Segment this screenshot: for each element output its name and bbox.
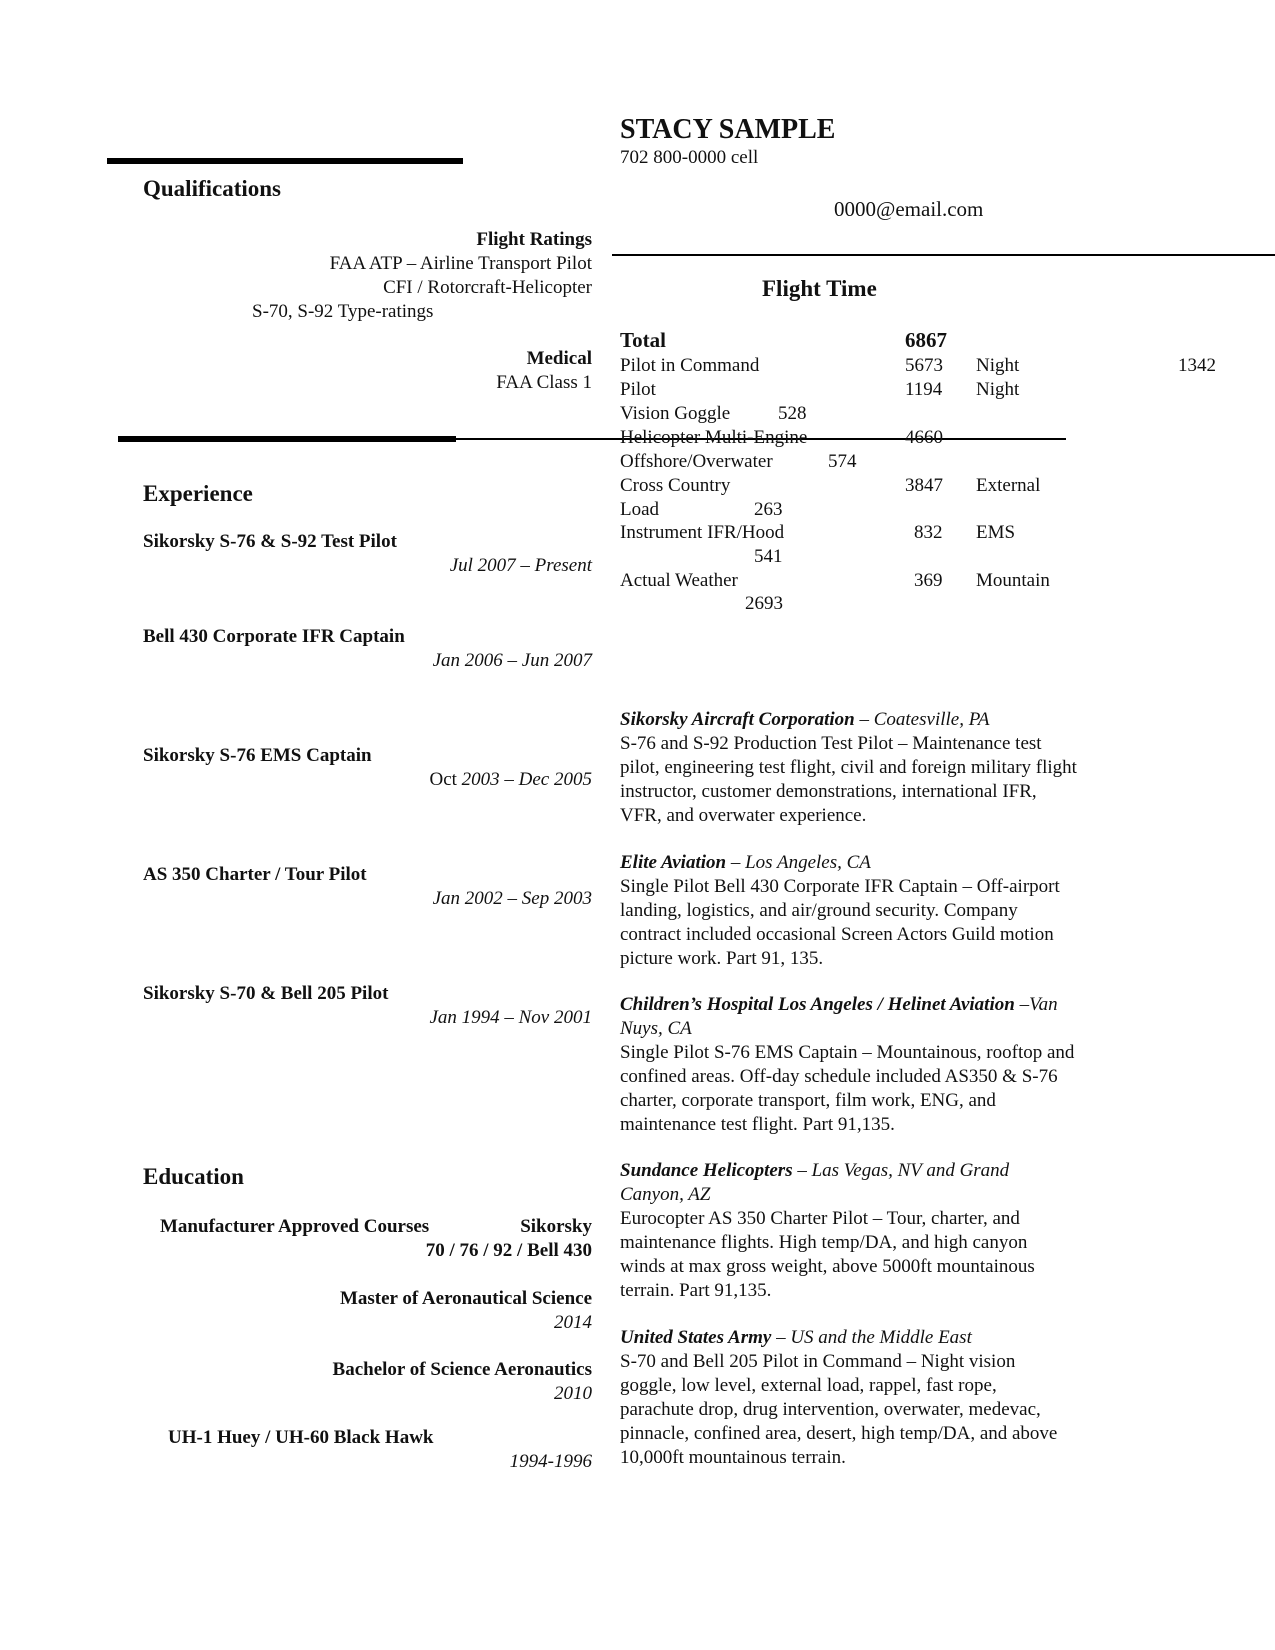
candidate-name: STACY SAMPLE — [620, 114, 836, 145]
company-location: – US and the Middle East — [771, 1327, 972, 1348]
job-title-5: Sikorsky S-70 & Bell 205 Pilot — [143, 983, 389, 1004]
job-dates-5: Jan 1994 – Nov 2001 — [429, 1007, 592, 1028]
edu-year-3: 2010 — [554, 1383, 592, 1404]
rating-type: S-70, S-92 Type-ratings — [252, 301, 434, 322]
job-dates-3-month: Oct — [429, 769, 457, 790]
edu-title-2: Master of Aeronautical Science — [339, 1288, 592, 1309]
rating-atp: FAA ATP – Airline Transport Pilot — [329, 253, 592, 274]
ft-value-xc: 3847 — [905, 475, 943, 496]
total-value: 6867 — [905, 328, 947, 352]
flight-time-heading: Flight Time — [762, 276, 877, 301]
ft-value-nvg: 528 — [778, 403, 807, 424]
ft-extra-ems: EMS — [976, 522, 1016, 543]
ft-extra-mountain: Mountain — [976, 570, 1050, 591]
company-location: –Van Nuys, CA — [620, 994, 1058, 1039]
ft-label-pilot: Pilot — [620, 379, 656, 400]
company-name: Sundance Helicopters — [620, 1160, 793, 1181]
flight-ratings-label: Flight Ratings — [476, 229, 592, 250]
left-top-rule — [107, 158, 463, 164]
job-description-4 — [620, 1159, 1060, 1303]
job-title-2: Bell 430 Corporate IFR Captain — [143, 626, 405, 647]
job-dates-2: Jan 2006 – Jun 2007 — [432, 650, 592, 671]
edu-year-2: 2014 — [554, 1312, 592, 1333]
company-location: – Las Vegas, NV and Grand Canyon, AZ — [620, 1160, 1010, 1205]
phone-number: 702 800-0000 cell — [620, 147, 759, 168]
ft-label-pic: Pilot in Command — [620, 355, 760, 376]
job-body: Eurocopter AS 350 Charter Pilot – Tour, charter, and maintenance flights. High temp/DA, and high canyon winds at max gross weight, above 5000ft mountainous terrain. Part 91,135. — [620, 1208, 1035, 1301]
edu-title-3: Bachelor of Science Aeronautics — [332, 1359, 592, 1380]
job-dates-4: Jan 2002 – Sep 2003 — [432, 888, 592, 909]
job-body: Single Pilot S-76 EMS Captain – Mountainous, rooftop and confined areas. Off-day schedule included AS350 & S-76 charter, corporate transport, film work, ENG, and maintenance test flight. Part 91,135. — [620, 1042, 1075, 1135]
total-label: Total — [620, 328, 666, 352]
medical-label: Medical — [526, 348, 592, 369]
job-title-3: Sikorsky S-76 EMS Captain — [143, 745, 372, 766]
job-body: S-70 and Bell 205 Pilot in Command – Night vision goggle, low level, external load, rappel, fast rope, parachute drop, drug intervention, overwater, medevac, pinnacle, confined area, desert, high temp/DA, and above 10,000ft mountainous terrain. — [620, 1351, 1058, 1468]
job-body: S-76 and S-92 Production Test Pilot – Maintenance test pilot, engineering test flight, civil and foreign military flight instructor, customer demonstrations, international IFR, VFR, and overwater experience. — [620, 733, 1077, 826]
ft-label-overwater: Offshore/Overwater — [620, 451, 773, 472]
experience-heading: Experience — [143, 481, 253, 506]
ft-extra-night-1-value: 1342 — [1178, 355, 1216, 376]
left-mid-rule — [118, 436, 456, 442]
qualifications-heading: Qualifications — [143, 176, 282, 201]
edu-title-4: UH-1 Huey / UH-60 Black Hawk — [168, 1427, 434, 1448]
ft-label-load: Load — [620, 499, 660, 520]
ft-label-multi-engine: Helicopter Multi-Engine — [620, 427, 808, 448]
email-address: 0000@email.com — [834, 197, 984, 221]
ft-label-nvg: Vision Goggle — [620, 403, 731, 424]
job-dates-3-range: 2003 – Dec 2005 — [456, 769, 592, 790]
edu-title-1b: Sikorsky — [520, 1216, 592, 1237]
ft-value-mountain: 2693 — [745, 593, 783, 614]
ft-label-xc: Cross Country — [620, 475, 731, 496]
ft-value-pilot: 1194 — [905, 379, 943, 400]
job-dates-3 — [429, 768, 592, 792]
ft-label-weather: Actual Weather — [620, 570, 738, 591]
right-top-rule — [612, 254, 1275, 256]
company-name: Children’s Hospital Los Angeles / Helinet Aviation — [620, 994, 1015, 1015]
medical-value: FAA Class 1 — [496, 372, 592, 393]
education-heading: Education — [143, 1164, 244, 1189]
ft-value-pic: 5673 — [905, 355, 943, 376]
job-description-2 — [620, 851, 1060, 971]
job-title-1: Sikorsky S-76 & S-92 Test Pilot — [143, 531, 397, 552]
ft-value-overwater: 574 — [828, 451, 857, 472]
company-name: United States Army — [620, 1327, 772, 1348]
rating-cfi: CFI / Rotorcraft-Helicopter — [383, 277, 592, 298]
job-description-1 — [620, 708, 1080, 828]
ft-extra-night-2: Night — [976, 379, 1020, 400]
ft-label-ifr: Instrument IFR/Hood — [620, 522, 785, 543]
job-title-4: AS 350 Charter / Tour Pilot — [143, 864, 367, 885]
ft-value-load: 263 — [754, 499, 783, 520]
job-description-5 — [620, 1326, 1065, 1470]
ft-value-weather: 369 — [914, 570, 943, 591]
company-location: – Coatesville, PA — [854, 709, 990, 730]
edu-year-4: 1994-1996 — [509, 1451, 592, 1472]
company-name: Sikorsky Aircraft Corporation — [620, 709, 855, 730]
ft-value-multi-engine: 4660 — [905, 427, 943, 448]
edu-title-1c: 70 / 76 / 92 / Bell 430 — [425, 1240, 592, 1261]
company-name: Elite Aviation — [620, 852, 727, 873]
ft-value-ems: 541 — [754, 546, 783, 567]
job-dates-1: Jul 2007 – Present — [449, 555, 592, 576]
ft-extra-night-1: Night — [976, 355, 1020, 376]
job-description-3 — [620, 993, 1075, 1137]
company-location: – Los Angeles, CA — [726, 852, 871, 873]
ft-value-ifr: 832 — [914, 522, 943, 543]
edu-title-1a: Manufacturer Approved Courses — [160, 1216, 430, 1237]
job-body: Single Pilot Bell 430 Corporate IFR Captain – Off-airport landing, logistics, and air/ground security. Company contract included occasional Screen Actors Guild motion picture work. Part 91, 135. — [620, 876, 1060, 969]
ft-extra-external: External — [976, 475, 1041, 496]
